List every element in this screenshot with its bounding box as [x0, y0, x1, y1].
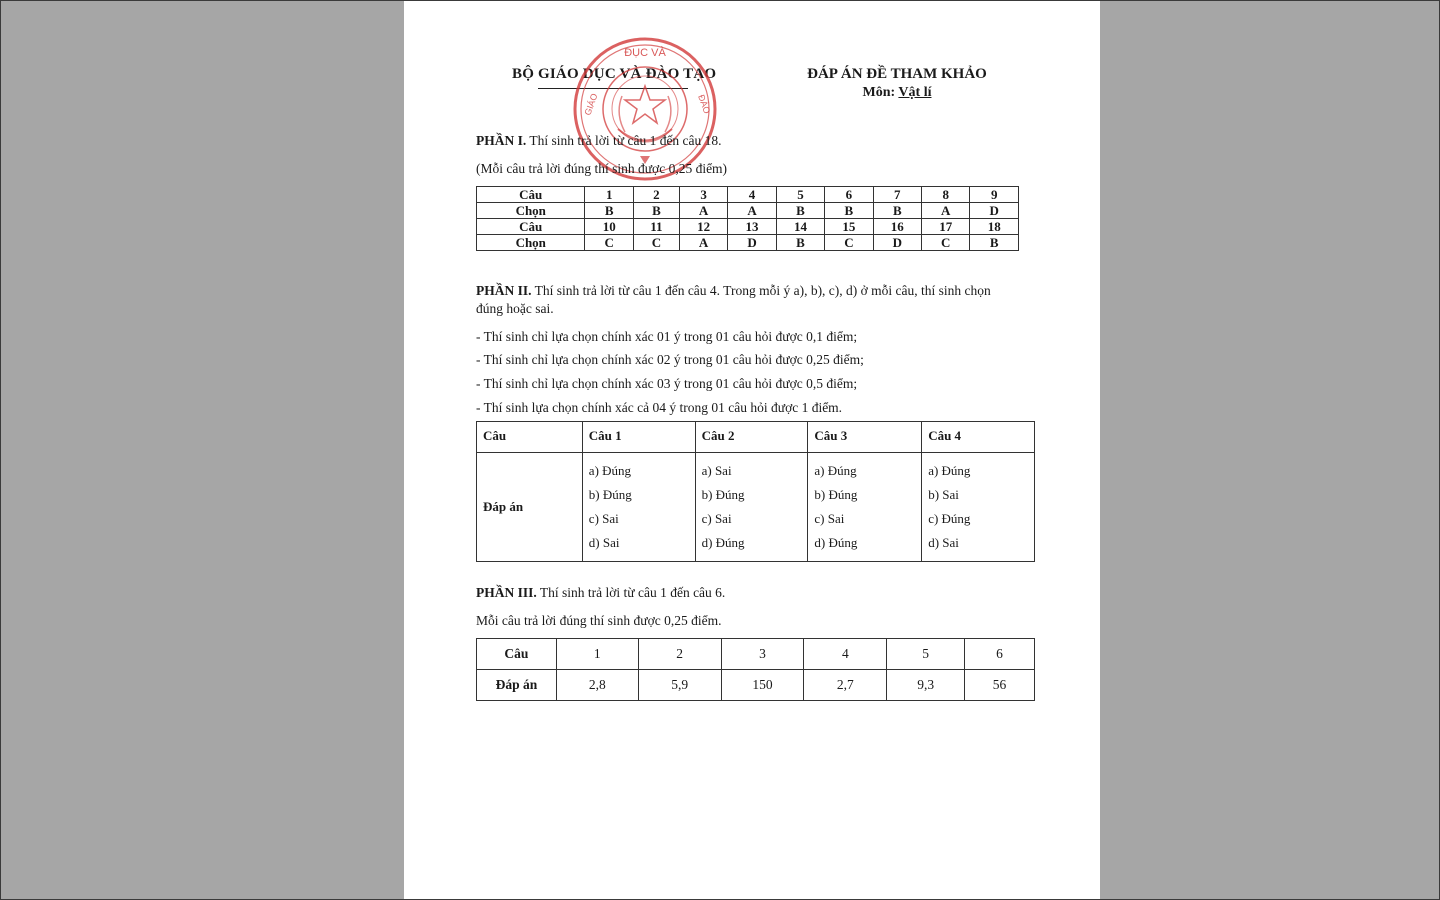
answer-item: c) Đúng [928, 511, 971, 526]
table-header-cell: Câu 4 [922, 422, 1035, 453]
answer-item: a) Đúng [588, 463, 632, 478]
table-cell: 5 [776, 187, 824, 203]
answer-item: c) Sai [814, 511, 845, 526]
part2-title: PHẦN II. [476, 283, 532, 298]
table-cell: 16 [873, 219, 921, 235]
table-cell: 1 [556, 639, 638, 670]
part1-answer-table [476, 186, 1019, 251]
part3-intro [476, 584, 725, 601]
table-cell: B [776, 203, 824, 219]
table-cell: 9,3 [887, 670, 965, 701]
row-label: Đáp án [477, 453, 583, 562]
subject-prefix: Môn: [862, 85, 899, 100]
answer-item: d) Đúng [814, 535, 858, 550]
table-cell: B [585, 203, 633, 219]
document-page [404, 0, 1100, 900]
answer-item: b) Đúng [588, 487, 632, 502]
answer-item: d) Sai [588, 535, 620, 550]
answer-item: d) Sai [928, 535, 959, 550]
answer-item: d) Đúng [701, 535, 745, 550]
table-cell: C [585, 235, 633, 251]
subject-line [802, 85, 992, 101]
row-label: Chọn [477, 203, 585, 219]
table-cell: Câu [477, 639, 557, 670]
table-cell: 17 [922, 219, 970, 235]
table-cell: D [873, 235, 921, 251]
part1-title: PHẦN I. [476, 133, 527, 148]
part1-note: (Mỗi câu trả lời đúng thí sinh được 0,25 điểm) [476, 161, 728, 176]
svg-text:ĐỤC VÀ: ĐỤC VÀ [624, 47, 666, 59]
table-cell: 6 [965, 639, 1035, 670]
answer-cell [695, 453, 808, 562]
table-cell: 150 [721, 670, 804, 701]
table-cell: B [776, 235, 824, 251]
svg-text:GIÁO: GIÁO [582, 92, 600, 117]
table-cell: 4 [728, 187, 776, 203]
table-cell: B [873, 203, 921, 219]
part3-note: Mỗi câu trả lời đúng thí sinh được 0,25 điểm. [476, 613, 722, 628]
table-cell: 13 [728, 219, 776, 235]
table-cell: 3 [721, 639, 804, 670]
table-cell: 2,8 [556, 670, 638, 701]
answer-cell [808, 453, 922, 562]
table-cell: 12 [679, 219, 727, 235]
table-cell: 7 [873, 187, 921, 203]
answer-item: b) Đúng [814, 487, 858, 502]
table-row [477, 187, 1019, 203]
answer-item: b) Sai [928, 487, 959, 502]
table-cell: 15 [825, 219, 873, 235]
table-cell: 2,7 [804, 670, 887, 701]
table-cell: B [825, 203, 873, 219]
answer-item: a) Đúng [928, 463, 971, 478]
table-cell: 18 [970, 219, 1019, 235]
table-header-cell: Câu [477, 422, 583, 453]
part2-rule: - Thí sinh chỉ lựa chọn chính xác 01 ý trong 01 câu hỏi được 0,1 điểm; [476, 329, 858, 344]
part2-answer-table [476, 421, 1035, 562]
document-title-block [802, 66, 992, 101]
part3-intro-text: Thí sinh trả lời từ câu 1 đến câu 6. [536, 585, 726, 600]
table-cell: 2 [633, 187, 679, 203]
row-label: Chọn [477, 235, 585, 251]
table-cell: 56 [965, 670, 1035, 701]
table-cell: 5,9 [638, 670, 721, 701]
table-cell: 5 [887, 639, 965, 670]
table-cell: 1 [585, 187, 633, 203]
part1-intro-text: Thí sinh trả lời từ câu 1 đến câu 18. [526, 133, 722, 148]
answer-item: a) Sai [701, 463, 732, 478]
table-cell: 2 [638, 639, 721, 670]
table-row [477, 219, 1019, 235]
table-cell: 10 [585, 219, 633, 235]
answer-cell [922, 453, 1035, 562]
table-header-cell: Câu 3 [808, 422, 922, 453]
document-title: ĐÁP ÁN ĐỀ THAM KHẢO [807, 66, 987, 82]
table-cell: D [970, 203, 1019, 219]
table-header-cell: Câu 1 [582, 422, 695, 453]
table-cell: 3 [679, 187, 727, 203]
table-cell: A [728, 203, 776, 219]
answer-item: c) Sai [701, 511, 732, 526]
part2-rule: - Thí sinh chỉ lựa chọn chính xác 03 ý trong 01 câu hỏi được 0,5 điểm; [476, 376, 858, 391]
table-cell: A [679, 203, 727, 219]
answer-item: a) Đúng [814, 463, 857, 478]
ministry-name: BỘ GIÁO DỤC VÀ ĐÀO TẠO [512, 66, 717, 82]
table-cell: C [633, 235, 679, 251]
part1-intro [476, 132, 722, 149]
part3-answer-table [476, 638, 1035, 701]
answer-cell [582, 453, 695, 562]
subject-name: Vật lí [898, 85, 932, 100]
table-cell: 4 [804, 639, 887, 670]
part2-rule: - Thí sinh lựa chọn chính xác cả 04 ý trong 01 câu hỏi được 1 điểm. [476, 400, 843, 415]
table-row [477, 203, 1019, 219]
table-cell: 11 [633, 219, 679, 235]
svg-text:ĐÀO: ĐÀO [696, 93, 713, 116]
part3-title: PHẦN III. [476, 585, 537, 600]
part2-rule: - Thí sinh chỉ lựa chọn chính xác 02 ý trong 01 câu hỏi được 0,25 điểm; [476, 352, 864, 367]
table-cell: A [922, 203, 970, 219]
table-cell: C [825, 235, 873, 251]
table-cell: C [922, 235, 970, 251]
answer-item: c) Sai [588, 511, 619, 526]
answer-item: b) Đúng [701, 487, 745, 502]
table-cell: 6 [825, 187, 873, 203]
table-cell: B [970, 235, 1019, 251]
table-row [477, 235, 1019, 251]
table-cell: 8 [922, 187, 970, 203]
table-cell: D [728, 235, 776, 251]
part2-intro-cont: đúng hoặc sai. [476, 301, 554, 316]
row-label: Câu [477, 219, 585, 235]
part2-intro [476, 282, 1036, 299]
table-header-cell: Câu 2 [695, 422, 808, 453]
table-cell: A [679, 235, 727, 251]
table-cell: 9 [970, 187, 1019, 203]
row-label: Câu [477, 187, 585, 203]
part2-intro-text: Thí sinh trả lời từ câu 1 đến câu 4. Trong mỗi ý a), b), c), d) ở mỗi câu, thí sinh chọn [531, 283, 991, 298]
table-cell: B [633, 203, 679, 219]
table-cell: Đáp án [477, 670, 557, 701]
table-cell: 14 [776, 219, 824, 235]
